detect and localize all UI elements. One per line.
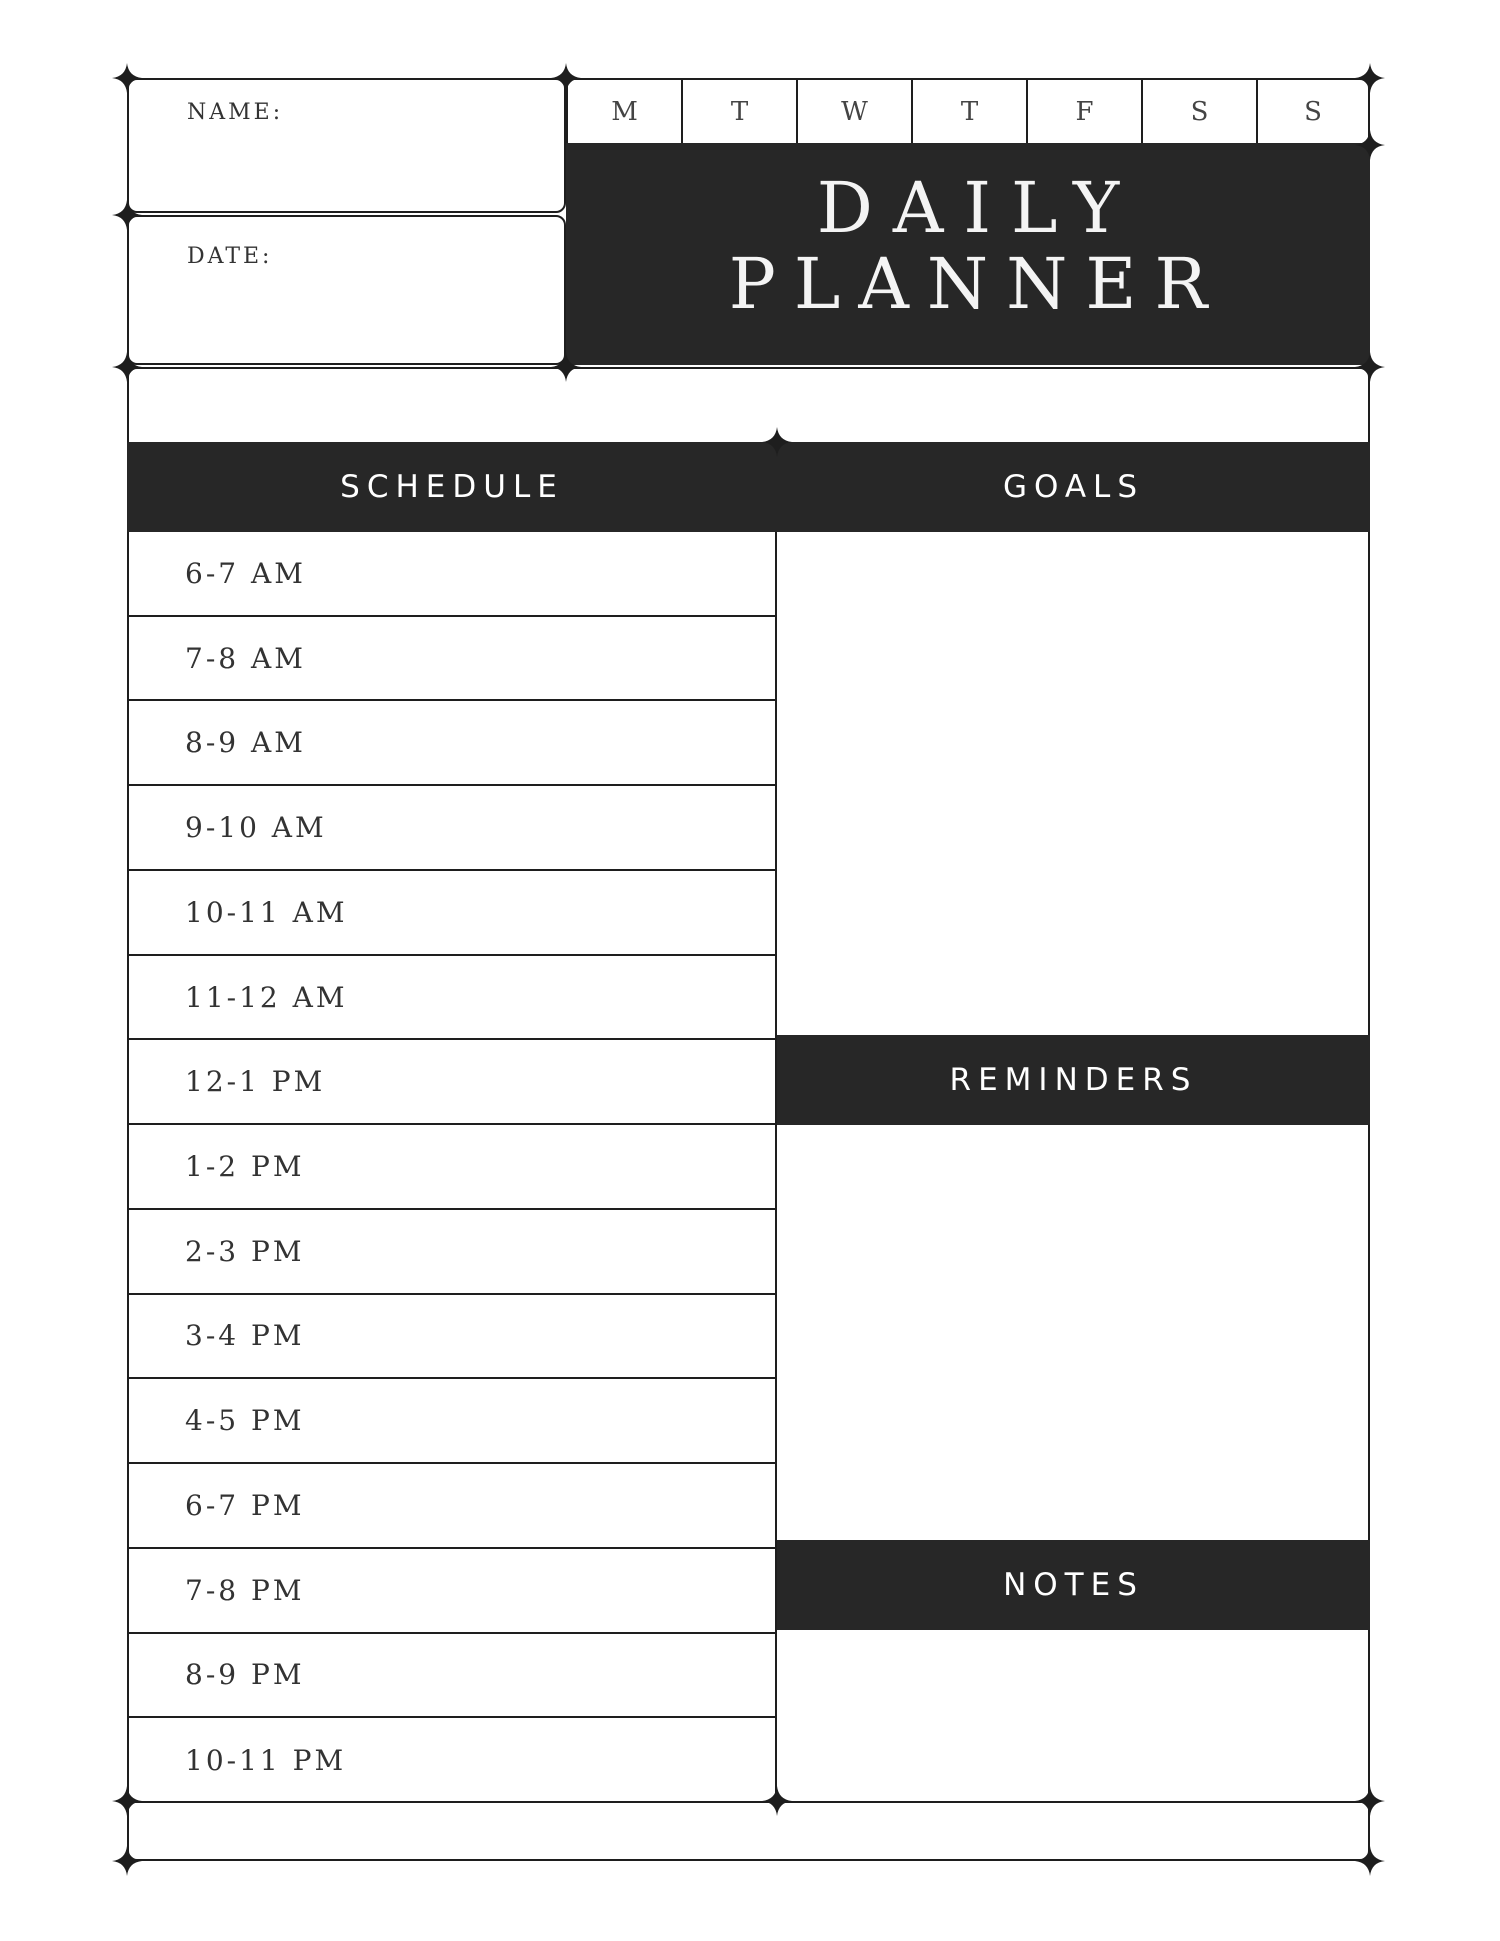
schedule-slot-time: 1-2 PM	[185, 1149, 305, 1183]
schedule-list	[127, 532, 777, 1803]
schedule-slot[interactable]	[127, 1210, 775, 1295]
date-label: DATE:	[187, 244, 273, 269]
reminders-title: REMINDERS	[949, 1062, 1198, 1098]
title-block	[566, 143, 1370, 365]
reminders-area[interactable]	[779, 1125, 1368, 1540]
schedule-slot[interactable]	[127, 1549, 775, 1634]
schedule-slot-time: 10-11 AM	[185, 895, 348, 929]
schedule-header	[127, 442, 777, 532]
schedule-slot[interactable]	[127, 1464, 775, 1549]
weekday-label: T	[730, 97, 749, 127]
schedule-slot[interactable]	[127, 1379, 775, 1464]
schedule-title: SCHEDULE	[340, 469, 564, 505]
page-title-line-2: PLANNER	[728, 243, 1226, 325]
weekday-sunday[interactable]	[1258, 80, 1368, 144]
weekday-label: M	[611, 97, 638, 127]
schedule-slot-time: 4-5 PM	[185, 1404, 305, 1438]
name-label: NAME:	[187, 100, 284, 125]
schedule-slot-time: 7-8 PM	[185, 1573, 305, 1607]
schedule-slot-time: 3-4 PM	[185, 1319, 305, 1353]
schedule-slot[interactable]	[127, 617, 775, 702]
weekday-label: F	[1075, 97, 1094, 127]
notes-area[interactable]	[779, 1630, 1368, 1801]
weekday-tuesday[interactable]	[683, 80, 798, 144]
schedule-slot-time: 10-11 PM	[185, 1744, 347, 1778]
schedule-slot[interactable]	[127, 532, 775, 617]
date-field[interactable]	[127, 215, 566, 365]
weekday-thursday[interactable]	[913, 80, 1028, 144]
notes-title: NOTES	[1003, 1567, 1144, 1603]
schedule-slot[interactable]	[127, 786, 775, 871]
weekday-monday[interactable]	[568, 80, 683, 144]
schedule-slot-time: 6-7 PM	[185, 1488, 305, 1522]
name-field[interactable]	[127, 78, 566, 213]
footer-strip	[127, 1801, 1370, 1861]
schedule-slot-time: 6-7 AM	[185, 556, 306, 590]
page-title-line-1: DAILY	[816, 167, 1140, 249]
goals-header	[777, 442, 1370, 532]
reminders-header	[777, 1035, 1370, 1125]
weekday-friday[interactable]	[1028, 80, 1143, 144]
schedule-slot-time: 11-12 AM	[185, 980, 348, 1014]
schedule-slot-time: 9-10 AM	[185, 811, 327, 845]
weekday-selector	[566, 78, 1370, 144]
schedule-slot-time: 8-9 PM	[185, 1658, 305, 1692]
schedule-slot[interactable]	[127, 1295, 775, 1380]
weekday-label: W	[841, 97, 868, 127]
schedule-slot-time: 12-1 PM	[185, 1065, 326, 1099]
weekday-label: T	[960, 97, 979, 127]
schedule-slot[interactable]	[127, 871, 775, 956]
weekday-label: S	[1304, 97, 1322, 127]
schedule-slot[interactable]	[127, 956, 775, 1041]
notes-header	[777, 1540, 1370, 1630]
goals-title: GOALS	[1002, 469, 1145, 505]
schedule-slot[interactable]	[127, 1125, 775, 1210]
weekday-label: S	[1190, 97, 1209, 127]
schedule-slot-time: 8-9 AM	[185, 726, 306, 760]
goals-area[interactable]	[779, 532, 1368, 1035]
weekday-saturday[interactable]	[1143, 80, 1258, 144]
schedule-slot[interactable]	[127, 1634, 775, 1719]
weekday-wednesday[interactable]	[798, 80, 913, 144]
schedule-slot[interactable]	[127, 701, 775, 786]
schedule-slot-time: 7-8 AM	[185, 641, 306, 675]
schedule-slot[interactable]	[127, 1718, 775, 1803]
schedule-slot-time: 2-3 PM	[185, 1234, 305, 1268]
schedule-slot[interactable]	[127, 1040, 775, 1125]
